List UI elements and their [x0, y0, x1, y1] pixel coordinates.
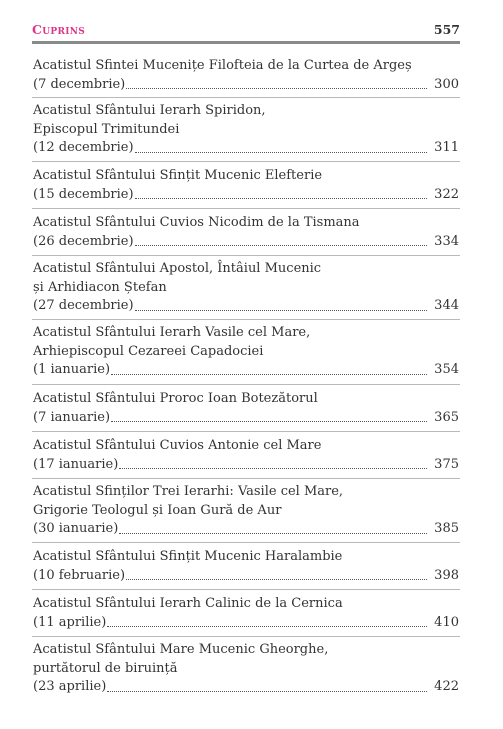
entry-title-line: Acatistul Sfântului Ierarh Calinic de la Cernica [33, 596, 343, 611]
entry-title-line: Acatistul Sfântului Ierarh Vasile cel Mare, [33, 325, 311, 340]
entry-title-line: Acatistul Sfântului Sfințit Mucenic Haralambie [33, 549, 343, 564]
toc-entry[interactable] [33, 595, 459, 632]
entry-date-row [33, 297, 459, 316]
entry-date: (15 decembrie) [33, 186, 134, 202]
entry-title-line: Grigorie Teologul și Ioan Gură de Aur [33, 502, 282, 518]
entry-date-row [33, 76, 459, 95]
toc-entry[interactable] [33, 641, 459, 697]
entry-date: (17 ianuarie) [33, 456, 119, 472]
entry-divider [32, 542, 460, 543]
entry-date-row [33, 520, 459, 539]
entry-title-line: purtătorul de biruință [33, 660, 178, 676]
entry-divider [32, 636, 460, 637]
entry-date-row [33, 567, 459, 586]
section-title: Cuprins [32, 22, 86, 37]
entry-divider [32, 431, 460, 432]
toc-entry[interactable] [33, 437, 459, 474]
toc-entry[interactable] [33, 483, 459, 539]
entry-title-line: Acatistul Sfântului Mare Mucenic Gheorghe, [33, 642, 329, 657]
entry-title-line: Acatistul Sfântului Sfințit Mucenic Elefterie [33, 168, 323, 183]
entry-date: (7 decembrie) [33, 76, 126, 92]
entry-divider [32, 384, 460, 385]
entry-title-line: Acatistul Sfântului Apostol, Întâiul Mucenic [33, 261, 322, 276]
toc-entry[interactable] [33, 390, 459, 427]
dot-leader [111, 417, 427, 422]
entry-date-row [33, 233, 459, 252]
entry-date: (23 aprilie) [33, 679, 107, 694]
entry-date: (27 decembrie) [33, 298, 134, 313]
entry-page-number: 375 [434, 456, 459, 472]
entry-title-line: Episcopul Trimitundei [33, 121, 180, 137]
entry-divider [32, 97, 460, 98]
dot-leader [107, 622, 427, 627]
entry-date: (7 ianuarie) [33, 409, 111, 425]
toc-entry[interactable] [33, 102, 459, 158]
entry-page-number: 365 [434, 409, 459, 425]
page-number: 557 [433, 22, 460, 37]
entry-page-number: 311 [434, 140, 459, 155]
entry-title-line: Acatistul Sfântului Ierarh Spiridon, [33, 103, 266, 118]
entry-divider [32, 589, 460, 590]
dot-leader [126, 575, 427, 580]
entry-page-number: 398 [434, 567, 459, 583]
entry-title-line: și Arhidiacon Ștefan [33, 279, 167, 295]
entry-page-number: 410 [434, 614, 459, 630]
toc-entry[interactable] [33, 324, 459, 380]
entry-date: (1 ianuarie) [33, 362, 111, 377]
entry-divider [32, 255, 460, 256]
entry-date-row [33, 456, 459, 475]
dot-leader [135, 306, 427, 311]
entry-page-number: 322 [434, 186, 459, 202]
entry-page-number: 385 [434, 521, 459, 536]
toc-entry[interactable] [33, 548, 459, 585]
dot-leader [126, 84, 427, 89]
dot-leader [135, 241, 427, 246]
entry-title-line: Acatistul Sfântului Proroc Ioan Botezătorul [33, 391, 318, 406]
dot-leader [119, 529, 427, 534]
entry-date: (11 aprilie) [33, 614, 107, 630]
entry-page-number: 422 [434, 679, 459, 694]
entry-date: (26 decembrie) [33, 233, 134, 249]
entry-date-row [33, 614, 459, 633]
entry-title-line: Acatistul Sfântului Cuvios Nicodim de la Tismana [33, 215, 360, 230]
entry-date-row [33, 139, 459, 158]
entry-divider [32, 161, 460, 162]
entry-date-row [33, 186, 459, 205]
toc-entry[interactable] [33, 214, 459, 251]
toc-entry[interactable] [33, 260, 459, 316]
entry-divider [32, 208, 460, 209]
entry-title-line: Arhiepiscopul Cezareei Capadociei [33, 343, 264, 359]
entry-divider [32, 319, 460, 320]
entry-title-line: Acatistul Sfintei Mucenițe Filofteia de la Curtea de Argeș [33, 58, 412, 73]
dot-leader [135, 148, 427, 153]
entry-title-line: Acatistul Sfântului Cuvios Antonie cel Mare [33, 438, 322, 453]
entry-page-number: 300 [434, 76, 459, 92]
entry-date-row [33, 361, 459, 380]
entry-date-row [33, 678, 459, 697]
toc-entry[interactable] [33, 57, 459, 94]
entry-date-row [33, 409, 459, 428]
entry-divider [32, 478, 460, 479]
entry-page-number: 334 [434, 233, 459, 249]
entry-date: (10 februarie) [33, 567, 126, 583]
entry-title-line: Acatistul Sfinților Trei Ierarhi: Vasile cel Mare, [33, 484, 344, 499]
entry-date: (30 ianuarie) [33, 521, 119, 536]
entry-page-number: 354 [434, 362, 459, 377]
dot-leader [107, 687, 427, 692]
entry-page-number: 344 [434, 298, 459, 313]
toc-entry[interactable] [33, 167, 459, 204]
dot-leader [111, 370, 427, 375]
entry-date: (12 decembrie) [33, 140, 134, 155]
dot-leader [135, 194, 427, 199]
dot-leader [119, 464, 427, 469]
